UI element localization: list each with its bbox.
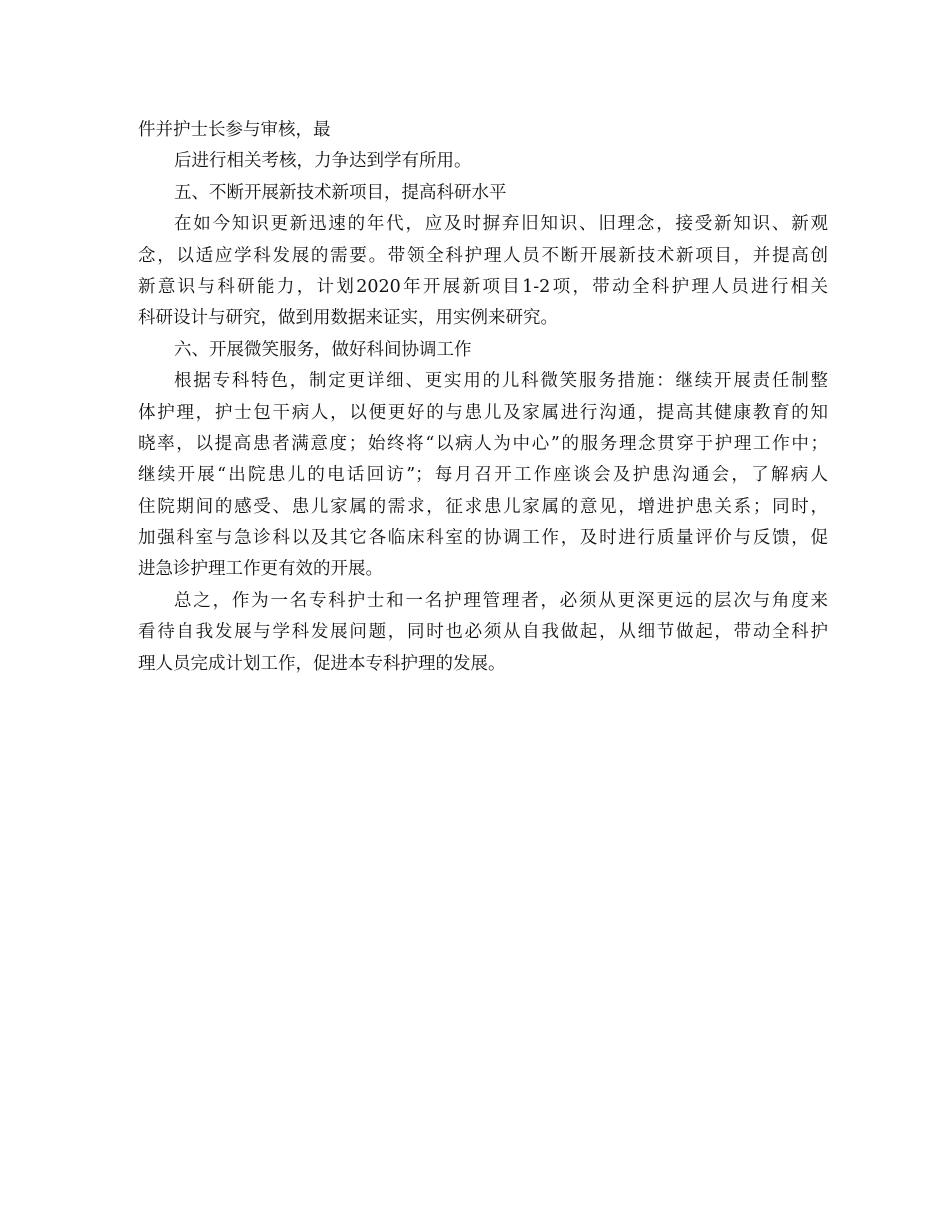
text-line: 进急诊护理工作更有效的开展。 <box>138 559 383 580</box>
document-body <box>138 115 828 680</box>
text-line: 后进行相关考核，力争达到学有所用。 <box>174 151 472 172</box>
text-line: 体护理，护士包干病人，以便更好的与患儿及家属进行沟通，提高其健康教育的知 <box>138 402 828 423</box>
text-line: 看待自我发展与学科发展问题，同时也必须从自我做起，从细节做起，带动全科护 <box>138 622 828 643</box>
section-heading: 六、开展微笑服务，做好科间协调工作 <box>174 339 472 360</box>
text-line: 科研设计与研究，做到用数据来证实，用实例来研究。 <box>138 308 558 329</box>
text-line: 晓率，以提高患者满意度；始终将“以病人为中心”的服务理念贯穿于护理工作中； <box>138 433 828 454</box>
text-line: 念，以适应学科发展的需要。带领全科护理人员不断开展新技术新项目，并提高创 <box>138 245 828 266</box>
text-line: 件并护士长参与审核，最 <box>138 120 331 140</box>
text-line: 继续开展“出院患儿的电话回访”；每月召开工作座谈会及护患沟通会，了解病人 <box>138 465 828 486</box>
section-heading: 五、不断开展新技术新项目，提高科研水平 <box>174 182 507 203</box>
text-line: 根据专科特色，制定更详细、更实用的儿科微笑服务措施：继续开展责任制整 <box>174 371 828 392</box>
text-line: 总之，作为一名专科护士和一名护理管理者，必须从更深更远的层次与角度来 <box>174 590 828 611</box>
text-line: 在如今知识更新迅速的年代，应及时摒弃旧知识、旧理念，接受新知识、新观 <box>174 214 828 235</box>
text-line: 加强科室与急诊科以及其它各临床科室的协调工作，及时进行质量评价与反馈，促 <box>138 528 828 549</box>
text-line: 理人员完成计划工作，促进本专科护理的发展。 <box>138 653 506 674</box>
text-line: 住院期间的感受、患儿家属的需求，征求患儿家属的意见，增进护患关系；同时， <box>138 496 828 517</box>
text-line: 新意识与科研能力，计划2020年开展新项目1-2项，带动全科护理人员进行相关 <box>138 276 828 297</box>
